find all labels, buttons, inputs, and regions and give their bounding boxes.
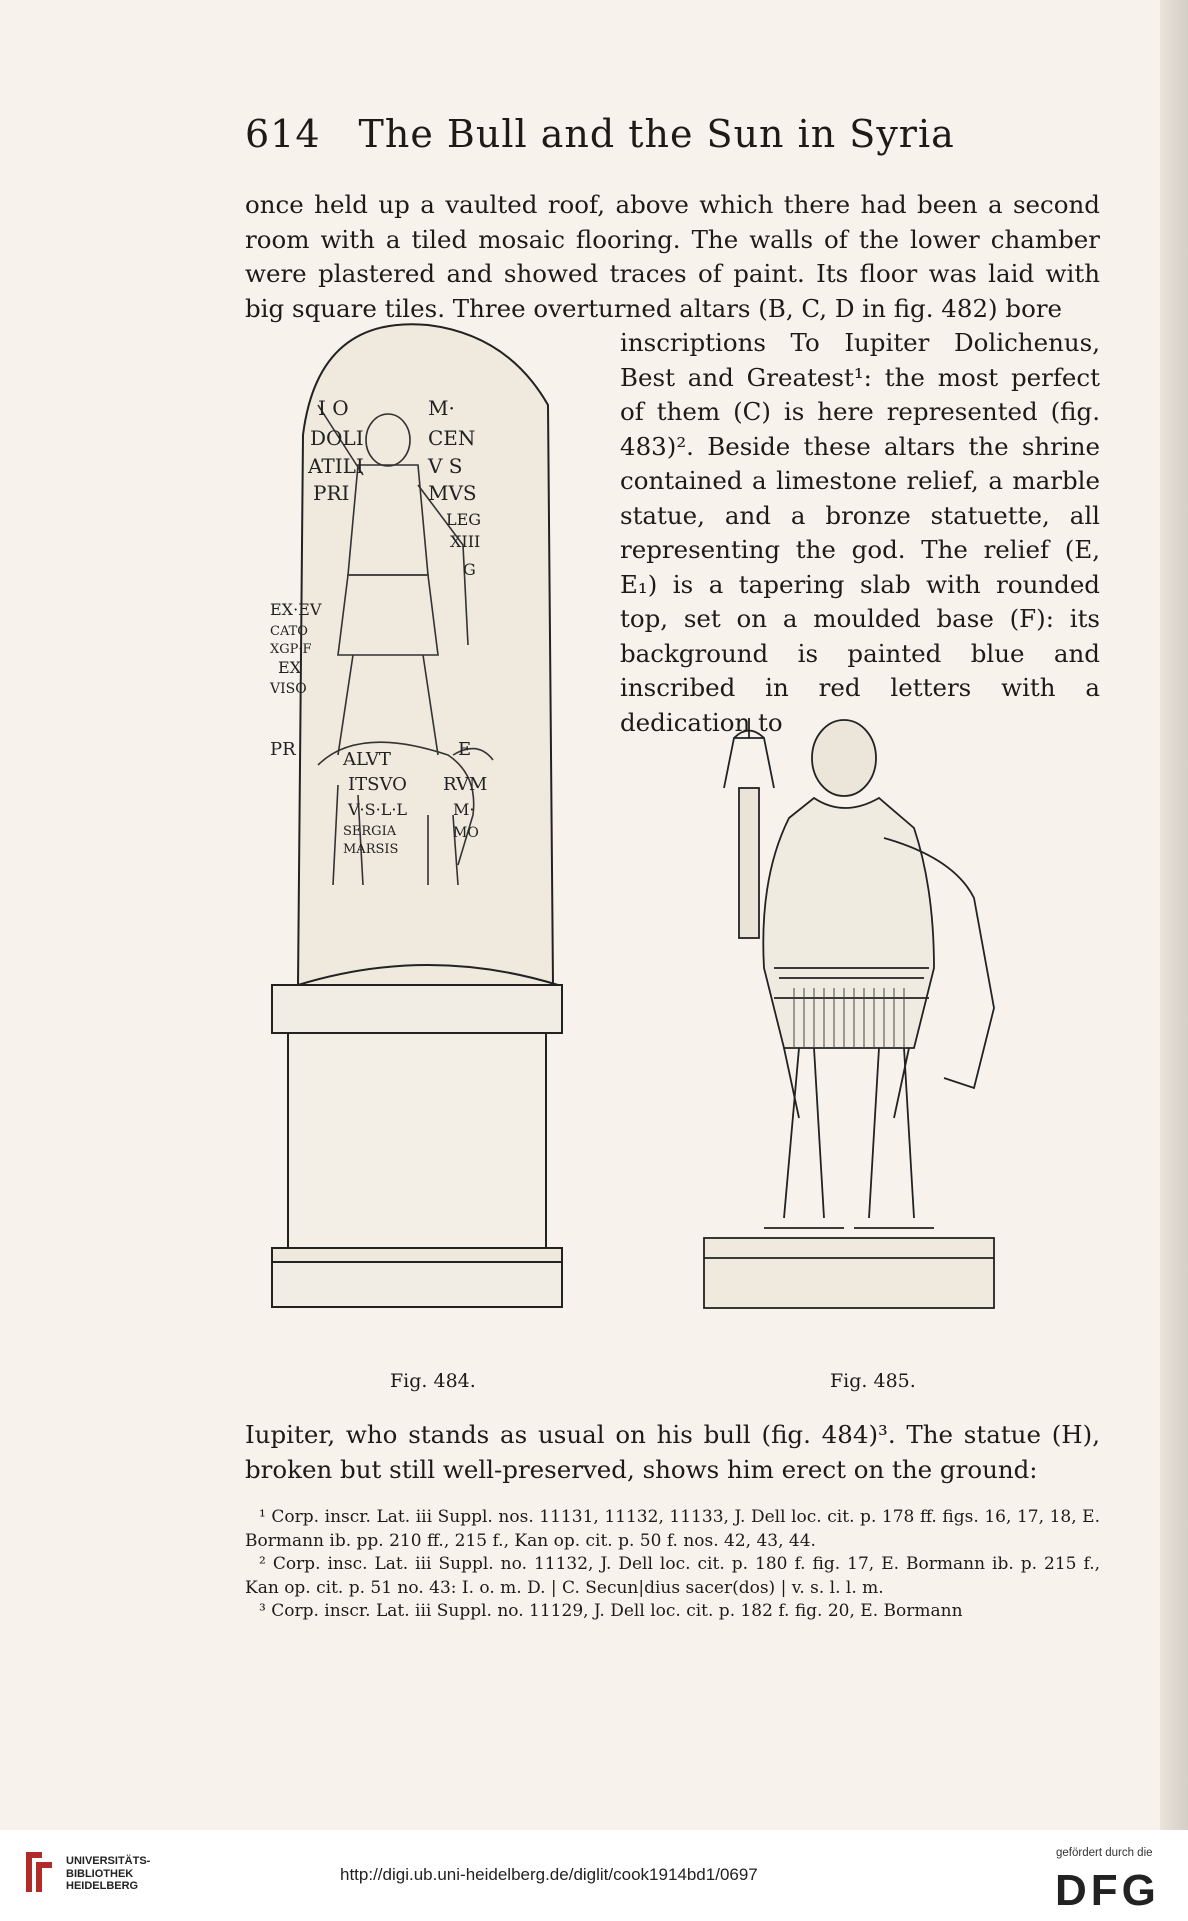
institution-name: [66, 1855, 150, 1893]
inscription-line: ATILI: [308, 454, 364, 478]
institution-line: UNIVERSITÄTS-: [66, 1855, 151, 1867]
inscription-line: MO: [453, 825, 479, 841]
inscription-line: ITSVO: [348, 774, 407, 795]
paragraph-bottom: [245, 1418, 1100, 1487]
running-header: [245, 112, 955, 156]
figure-484-caption: Fig. 484.: [390, 1370, 476, 1392]
inscription-line: XIII: [450, 532, 481, 551]
paragraph-top: [245, 188, 1100, 326]
inscription-line: EX: [278, 658, 302, 677]
inscription-line: E: [458, 739, 472, 760]
inscription-line: MVS: [428, 481, 477, 505]
inscription-line: I O: [318, 396, 349, 420]
inscription-line: LEG: [446, 510, 482, 529]
inscription-line: RVM: [443, 774, 488, 795]
page-number: 614: [245, 112, 321, 156]
paragraph-top-text: once held up a vaulted roof, above which there had been a second room with a tiled mosaic flooring. The walls of the lower chamber were plastered and showed traces of paint. Its floor was laid with big square tiles. Three overturned altars (B, C, D in fig. 482) bore: [245, 190, 1100, 323]
inscription-line: VISO: [270, 681, 307, 697]
figure-484-relief: [270, 345, 598, 1355]
figure-485-statue: [704, 718, 1064, 1358]
inscription-line: CATO: [270, 624, 308, 639]
page-edge: [1160, 0, 1188, 1830]
inscription-line: M·: [453, 800, 475, 819]
institution-line: BIBLIOTHEK: [66, 1867, 134, 1880]
inscription-line: MARSIS: [343, 842, 399, 857]
funding-note: gefördert durch die: [1056, 1847, 1153, 1859]
figure-485-caption: Fig. 485.: [830, 1370, 916, 1392]
library-logo-icon: [22, 1848, 56, 1896]
inscription-line: M·: [428, 396, 455, 420]
inscription-line: XGP·F: [270, 642, 312, 657]
paragraph-bottom-text: Iupiter, who stands as usual on his bull (fig. 484)³. The statue (H), broken but still well-preserved, shows him erect on the ground:: [245, 1420, 1100, 1484]
footnote-2: ² Corp. insc. Lat. iii Suppl. no. 11132, J. Dell loc. cit. p. 180 f. fig. 17, E. Bormann ib. p. 215 f., Kan op. cit. p. 51 no. 43: I. o. m. D. | C. Secun|dius sacer(dos) | v. s. l. l. m.: [245, 1554, 1100, 1598]
inscription-line: DOLI: [310, 426, 364, 450]
inscription-line: ALVT: [343, 749, 391, 770]
inscription-line: V·S·L·L: [348, 800, 408, 819]
paragraph-wrap-text: inscriptions To Iupiter Dolichenus, Best and Greatest¹: the most perfect of them (C) is here represented (fig. 483)². Beside these altars the shrine contained a limestone relief, a marble statue, and a bronze statuette, all representing the god. The relief (E, E₁) is a tapering slab with rounded top, set on a moulded base (F): its background is painted blue and inscribed in red letters with a dedication to: [620, 328, 1100, 737]
inscription-line: V S: [428, 454, 463, 478]
footnotes: [245, 1506, 1100, 1624]
inscription-line: G: [463, 560, 476, 579]
running-title: The Bull and the Sun in Syria: [358, 112, 955, 156]
footnote-3: ³ Corp. inscr. Lat. iii Suppl. no. 11129, J. Dell loc. cit. p. 182 f. fig. 20, E. Bormann: [259, 1601, 963, 1621]
footnote-1: ¹ Corp. inscr. Lat. iii Suppl. nos. 11131, 11132, 11133, J. Dell loc. cit. p. 178 ff. figs. 16, 17, 18, E. Bormann ib. pp. 210 ff., 215 f., Kan op. cit. p. 50 f. nos. 42, 43, 44.: [245, 1507, 1100, 1551]
institution-line: HEIDELBERG: [66, 1880, 139, 1892]
paragraph-wrap: [620, 326, 1100, 740]
inscription-line: SERGIA: [343, 824, 397, 839]
inscription-line: EX·EV: [270, 600, 322, 619]
dfg-logo: DFG: [1055, 1866, 1160, 1915]
inscription-line: PR: [270, 739, 296, 760]
permalink-url[interactable]: http://digi.ub.uni-heidelberg.de/diglit/cook1914bd1/0697: [340, 1865, 758, 1884]
inscription-line: CEN: [428, 426, 476, 450]
inscription-line: PRI: [313, 481, 350, 505]
